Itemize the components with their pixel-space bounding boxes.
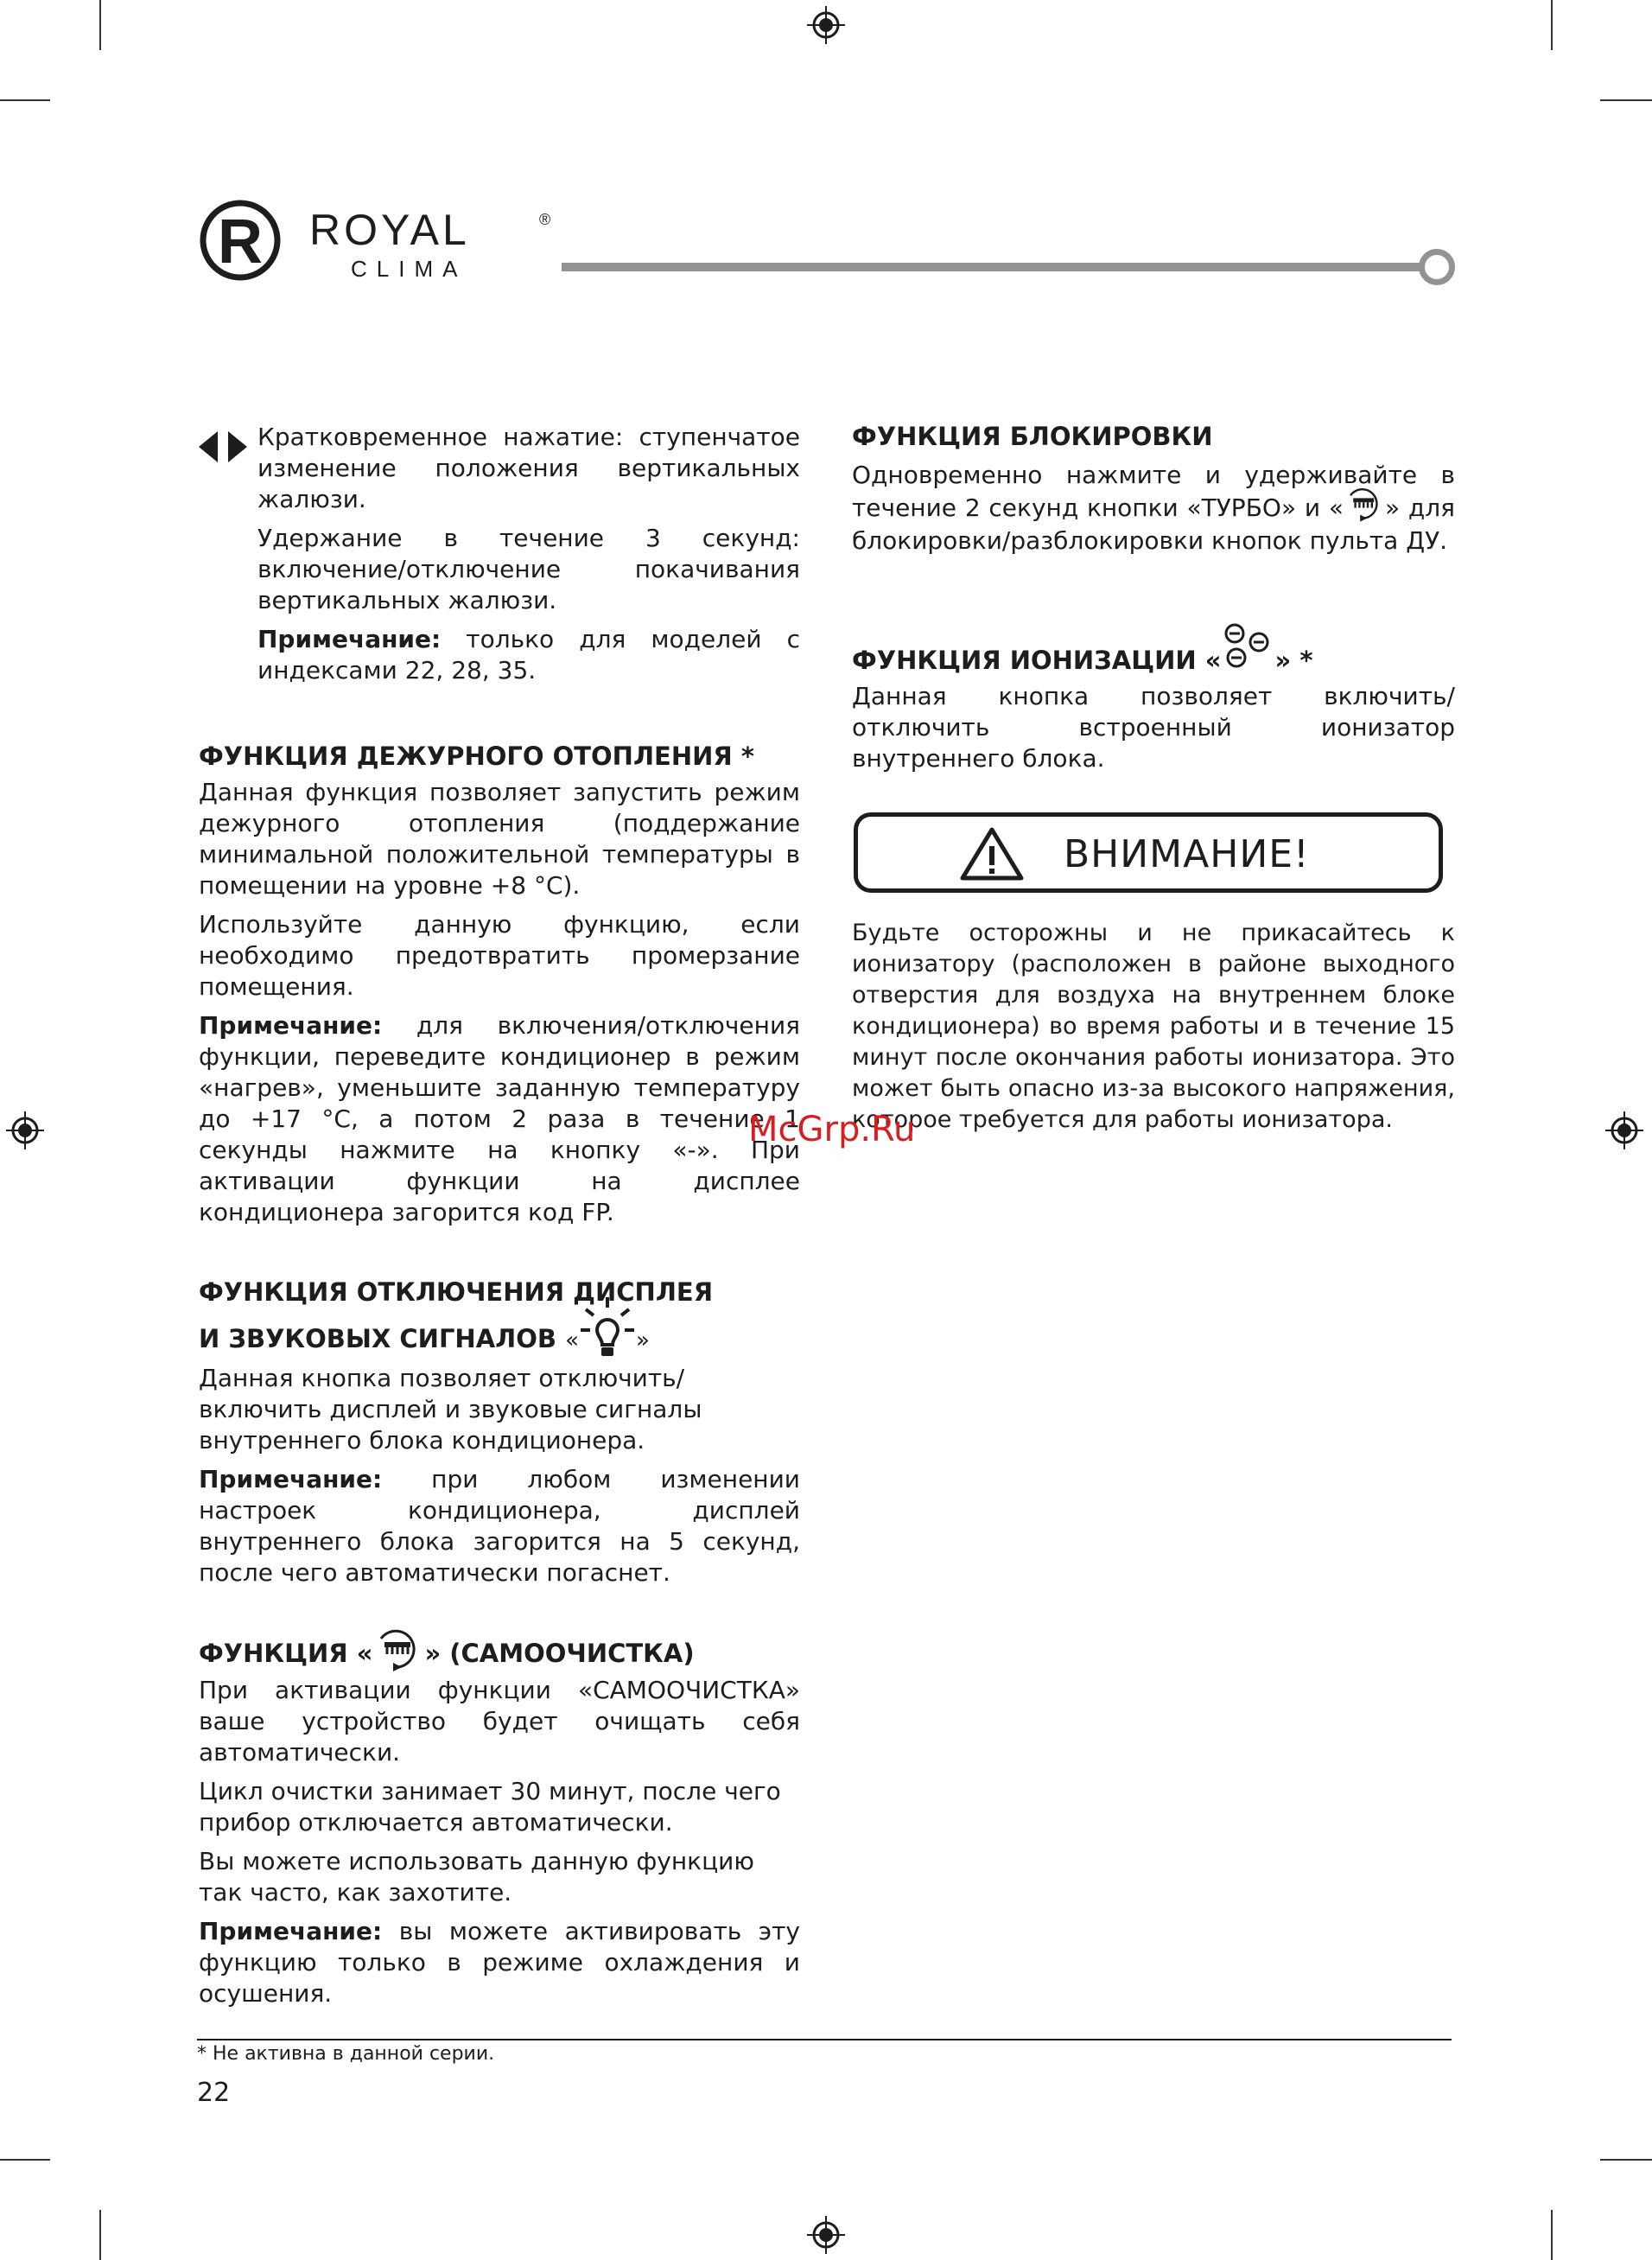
standby-heating-section: [199, 739, 800, 1228]
crop-mark: [1551, 2210, 1553, 2260]
heading-text: » (САМООЧИСТКА): [424, 1639, 695, 1668]
heading-text: » *: [1274, 646, 1313, 675]
note-text: при любом изменении настроек кондиционера, дисплей внутреннего блока загорится на 5 секунд, после чего автоматически погаснет.: [199, 1465, 800, 1587]
section-heading: [199, 1636, 800, 1671]
self-clean-icon: [372, 1625, 424, 1671]
paragraph: [852, 459, 1455, 557]
paragraph: При активации функции «САМООЧИСТКА» ваше устройство будет очищать себя автоматически.: [199, 1676, 800, 1767]
logo-royal: ROYAL: [309, 206, 470, 254]
section-heading: ФУНКЦИЯ ОТКЛЮЧЕНИЯ ДИСПЛЕЯ: [199, 1277, 714, 1307]
paragraph: Данная кнопка позволяет отключить/включить дисплей и звуковые сигналы внутреннего блока кондиционера.: [199, 1364, 702, 1455]
louver-paragraph: Удержание в течение 3 секунд: включение/отключение покачивания вертикальных жалюзи.: [257, 524, 800, 614]
paragraph: Цикл очистки занимает 30 минут, после чего прибор отключается автоматически.: [199, 1777, 781, 1837]
heading-text: ФУНКЦИЯ «: [199, 1639, 373, 1668]
warning-title: ВНИМАНИЕ!: [1064, 832, 1310, 876]
paragraph: Данная кнопка позволяет включить/отключить встроенный ионизатор внутреннего блока.: [852, 682, 1455, 773]
footer-rule: [197, 2039, 1452, 2040]
warning-text: [852, 918, 1455, 1136]
note: [199, 1010, 800, 1228]
self-clean-section: [199, 1636, 800, 2009]
crop-mark: [99, 0, 101, 50]
crop-mark: [1600, 99, 1652, 101]
left-right-arrows-icon: [199, 430, 247, 464]
paragraph: Используйте данную функцию, если необходимо предотвратить промерзание помещения.: [199, 910, 800, 1001]
paragraph: Будьте осторожны и не прикасайтесь к ионизатору (расположен в районе выходного отверстия для воздуха на внутреннем блоке кондиционера) во время работы и в течение 15 минут после окончания работы ионизатора. Это может быть опасно из-за высокого напряжения, которое требуется для работы ионизатора.: [852, 920, 1455, 1133]
crop-mark: [1551, 0, 1553, 50]
section-heading: ФУНКЦИЯ ДЕЖУРНОГО ОТОПЛЕНИЯ *: [199, 742, 754, 771]
section-heading: [852, 643, 1455, 678]
lock-text: Одновременно нажмите и удерживайте в течение 2 секунд кнопки «ТУРБО» и «: [852, 461, 1455, 522]
note: [199, 1916, 800, 2009]
paragraph: Данная функция позволяет запустить режим дежурного отопления (поддержание минимальной положительной температуры в помещении на уровне +8 °C).: [199, 778, 800, 900]
lock-text: » для блокировки/разблокировки кнопок пульта ДУ.: [852, 493, 1455, 555]
paragraph: Вы можете использовать данную функцию так часто, как захотите.: [199, 1847, 754, 1907]
ionization-section: [852, 643, 1455, 774]
louver-block: [257, 422, 800, 686]
registration-mark-icon: [807, 2216, 845, 2254]
ionizer-icon: [1221, 623, 1274, 675]
section-heading: ФУНКЦИЯ БЛОКИРОВКИ: [852, 422, 1213, 451]
louver-note: [257, 624, 800, 686]
note-label: Примечание:: [257, 625, 442, 653]
logo-clima: CLIMA: [351, 256, 467, 282]
crop-mark: [1600, 2159, 1652, 2161]
heading-text: И ЗВУКОВЫХ СИГНАЛОВ: [199, 1324, 556, 1353]
footnote: * Не активна в данной серии.: [197, 2043, 495, 2065]
quote: »: [636, 1327, 650, 1353]
watermark: McGrp.Ru: [748, 1110, 916, 1149]
header-rule-end: [1419, 249, 1455, 285]
royal-clima-logo: [197, 199, 560, 282]
note-label: Примечание:: [199, 1011, 383, 1040]
warning-icon: [960, 827, 1024, 881]
light-bulb-icon: [579, 1296, 636, 1359]
note: [199, 1464, 800, 1588]
crop-mark: [99, 2210, 101, 2260]
crop-mark: [0, 2159, 50, 2161]
note-label: Примечание:: [199, 1465, 383, 1493]
logo-letter: R: [218, 207, 263, 277]
crop-mark: [0, 99, 50, 101]
registration-mark-icon: [1605, 1111, 1643, 1149]
heading-text: ФУНКЦИЯ ИОНИЗАЦИИ «: [852, 646, 1222, 675]
note-label: Примечание:: [199, 1917, 383, 1945]
note-text: вы можете активировать эту функцию только в режиме охлаждения и осушения.: [199, 1917, 800, 2008]
logo-registered: ®: [539, 211, 551, 228]
registration-mark-icon: [6, 1111, 44, 1149]
note-text: для включения/отключения функции, переведите кондиционер в режим «нагрев», уменьшите заданную температуру до +17 °C, а потом 2 раза в течение 1 секунды нажмите на кнопку «-». При активации функции на дисплее кондиционера загорится код FP.: [199, 1011, 800, 1226]
self-clean-icon: [1344, 484, 1385, 522]
registration-mark-icon: [807, 6, 845, 44]
warning-banner: [854, 812, 1443, 893]
louver-paragraph: Кратковременное нажатие: ступенчатое изменение положения вертикальных жалюзи.: [257, 423, 800, 513]
header-rule: [562, 263, 1421, 271]
lock-section: [852, 419, 1455, 557]
section-heading: [199, 1321, 800, 1359]
display-off-section: [199, 1275, 800, 1588]
note-text: только для моделей с индексами 22, 28, 35.: [257, 625, 800, 684]
quote: «: [565, 1327, 580, 1353]
page-number: 22: [197, 2078, 231, 2108]
